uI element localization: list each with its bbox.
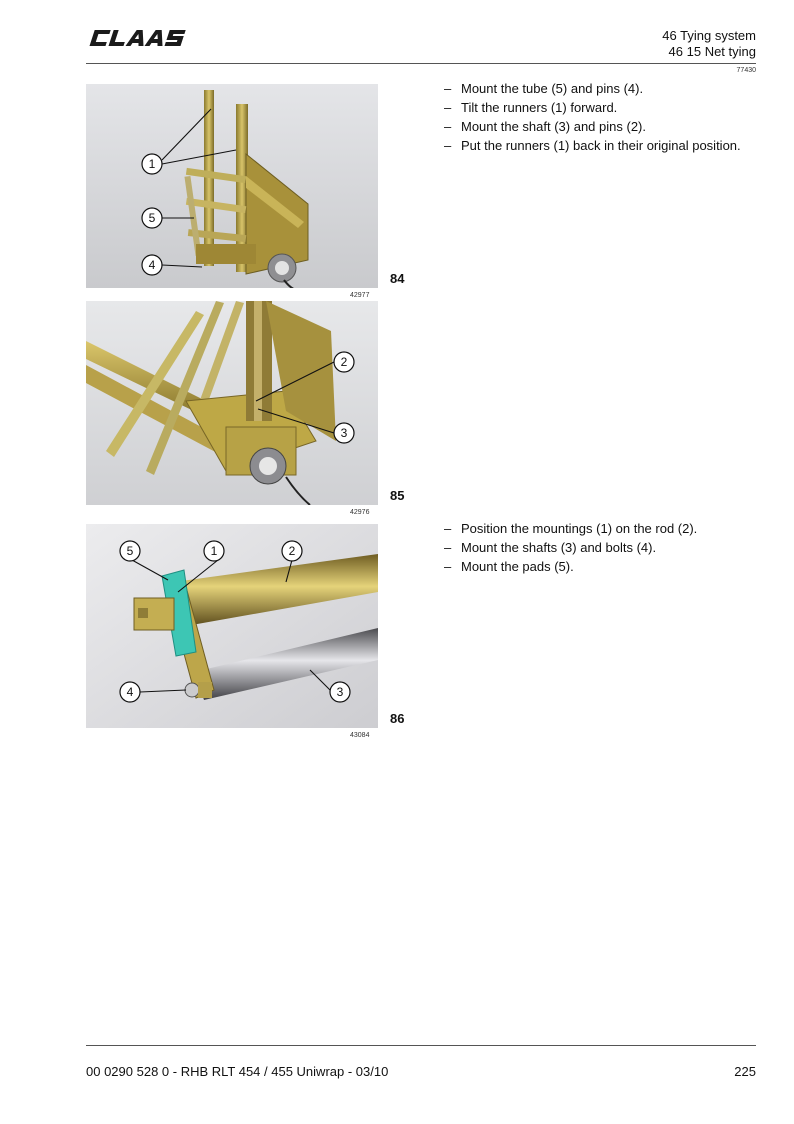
- header-divider: [86, 63, 756, 64]
- svg-text:2: 2: [288, 544, 296, 558]
- section-title: 46 Tying system: [662, 28, 756, 43]
- instruction-item: – Tilt the runners (1) forward.: [444, 98, 741, 117]
- document-reference: 00 0290 528 0 - RHB RLT 454 / 455 Uniwrap - 03/10: [86, 1064, 389, 1079]
- instruction-item: – Mount the tube (5) and pins (4).: [444, 79, 741, 98]
- image-id: 42976: [350, 509, 370, 516]
- figure-number: 84: [390, 271, 405, 286]
- page-number: 225: [734, 1064, 756, 1079]
- svg-text:1: 1: [210, 544, 218, 558]
- callout-5: [120, 541, 140, 561]
- callout-5: [142, 208, 162, 228]
- figure-84-photo: [86, 84, 378, 288]
- svg-text:5: 5: [148, 211, 156, 225]
- image-id: 42977: [350, 292, 370, 299]
- figure-number: 86: [390, 711, 405, 726]
- instruction-list: [444, 519, 697, 576]
- callout-4: [120, 682, 140, 702]
- svg-text:2: 2: [340, 355, 348, 369]
- instruction-item: – Mount the pads (5).: [444, 557, 697, 576]
- instruction-list: [444, 79, 741, 155]
- svg-text:1: 1: [148, 157, 156, 171]
- callout-1: [204, 541, 224, 561]
- svg-text:3: 3: [336, 685, 344, 699]
- page-header: [662, 28, 756, 60]
- svg-text:5: 5: [126, 544, 134, 558]
- instruction-item: – Put the runners (1) back in their original position.: [444, 136, 741, 155]
- figure-number: 85: [390, 488, 405, 503]
- figure-85-photo: [86, 301, 378, 505]
- claas-logo: [86, 26, 190, 50]
- svg-text:4: 4: [126, 685, 134, 699]
- callout-2: [334, 352, 354, 372]
- svg-text:3: 3: [340, 426, 348, 440]
- image-id: 43084: [350, 732, 370, 739]
- callout-3: [334, 423, 354, 443]
- instruction-item: – Position the mountings (1) on the rod (2).: [444, 519, 697, 538]
- instruction-item: – Mount the shafts (3) and bolts (4).: [444, 538, 697, 557]
- callout-4: [142, 255, 162, 275]
- callout-2: [282, 541, 302, 561]
- figure-86-photo: [86, 524, 378, 728]
- footer-divider: [86, 1045, 756, 1046]
- document-number: 77430: [736, 67, 756, 74]
- callout-1: [142, 154, 162, 174]
- svg-text:4: 4: [148, 258, 156, 272]
- subsection-title: 46 15 Net tying: [668, 44, 756, 59]
- instruction-item: – Mount the shaft (3) and pins (2).: [444, 117, 741, 136]
- callout-3: [330, 682, 350, 702]
